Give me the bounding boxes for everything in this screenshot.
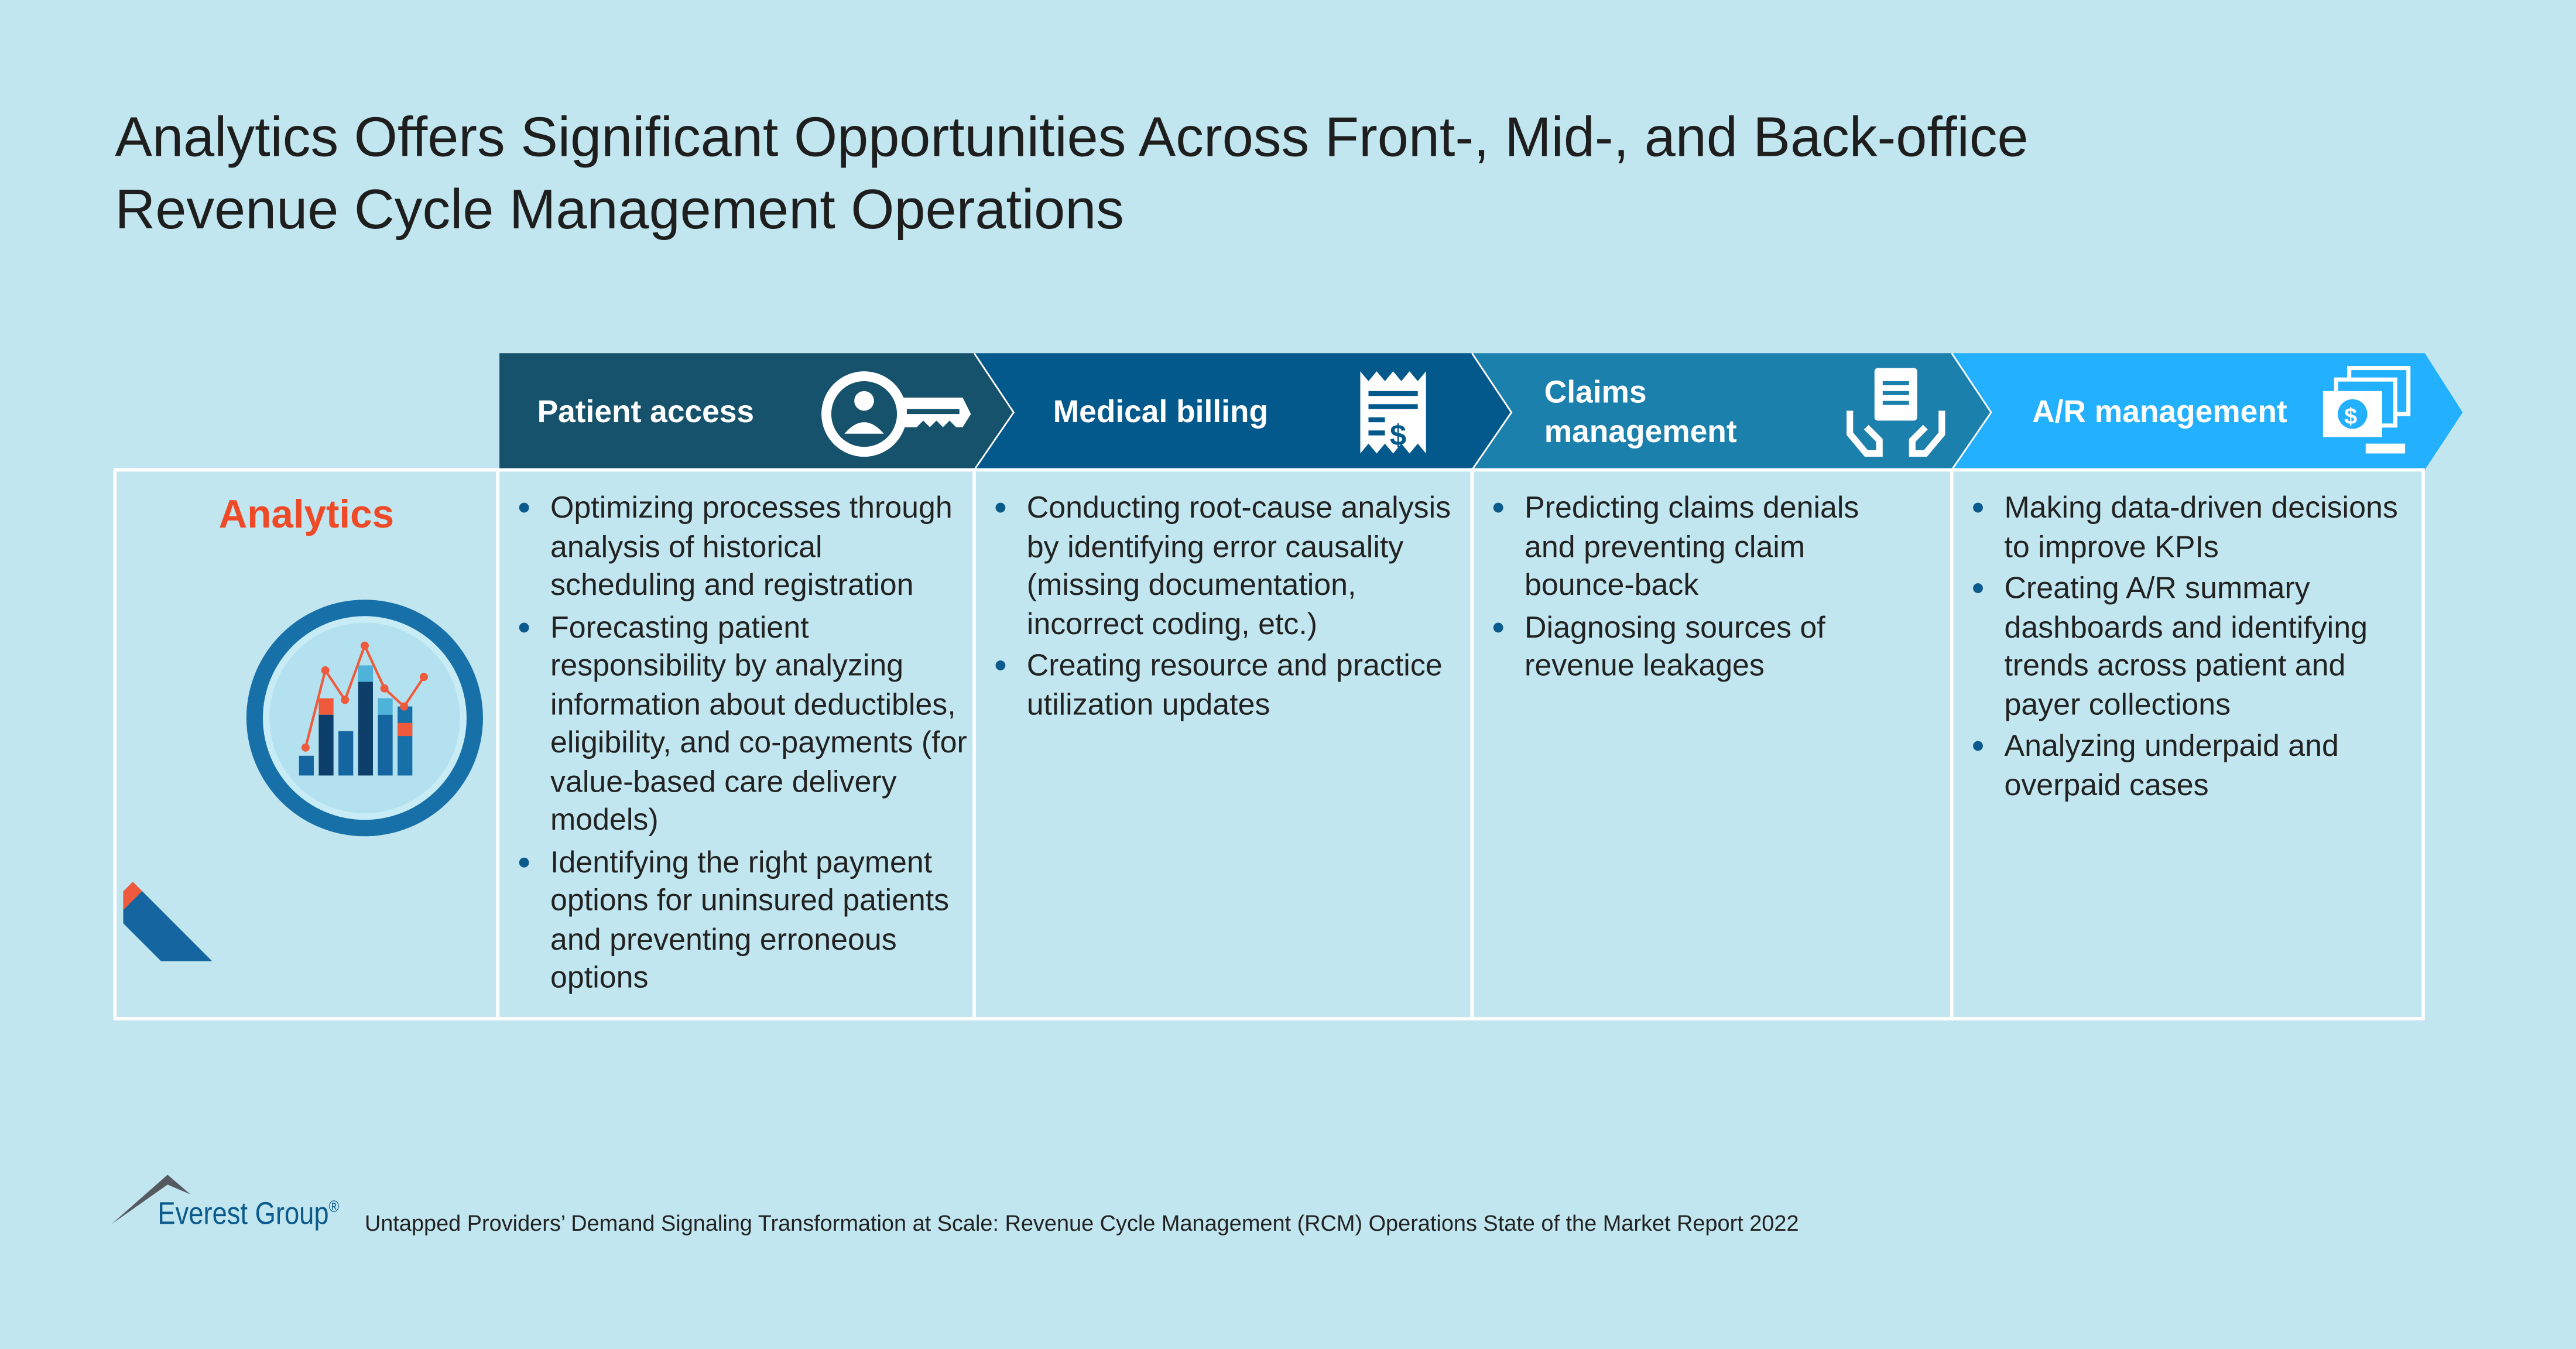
svg-text:$: $ (2344, 403, 2358, 429)
header-claims-management (1544, 375, 1737, 454)
bullet-item: Diagnosing sources of revenue leakages (1490, 607, 1917, 684)
patient-access-bullets (516, 488, 968, 999)
column-divider (1470, 468, 1474, 1021)
column-divider (972, 468, 976, 1021)
title-line-2: Revenue Cycle Management Operations (115, 179, 1125, 242)
bullet-item: Forecasting patient responsibility by analyzing information about deductibles, eligibility, and co-payments (for value-based care delivery models) (516, 607, 968, 839)
svg-text:$: $ (1389, 418, 1407, 452)
ar-management-bullets (1970, 488, 2406, 806)
medical-billing-bullets (992, 488, 1453, 726)
header-ar-management: A/R management (2032, 396, 2287, 431)
bullet-item: Creating A/R summary dashboards and identifying trends across patient and payer collections (1970, 569, 2406, 723)
registered-mark: ® (328, 1199, 340, 1217)
bullet-item: Optimizing processes through analysis of historical scheduling and registration (516, 488, 968, 604)
header-patient-access: Patient access (537, 396, 755, 431)
row-label-analytics: Analytics (218, 492, 395, 537)
header-claims-line2: management (1544, 415, 1737, 450)
title-line-1: Analytics Offers Significant Opportunities Across Front-, Mid-, and Back-office (115, 107, 2029, 170)
bullet-item: Creating resource and practice utilization updates (992, 646, 1453, 723)
source-note: Untapped Providers’ Demand Signaling Transformation at Scale: Revenue Cycle Management (RCM) Operations State of the Market Report 2022 (364, 1211, 1799, 1236)
brand-name: Everest Group (157, 1197, 329, 1232)
bullet-item: Predicting claims denials and preventing claim bounce-back (1490, 488, 1917, 604)
brand-logo (157, 1198, 339, 1234)
bullet-item: Analyzing underpaid and overpaid cases (1970, 726, 2406, 803)
bullet-item: Making data-driven decisions to improve KPIs (1970, 488, 2406, 565)
claims-management-bullets (1490, 488, 1917, 687)
magnifier-chart-icon (123, 591, 492, 961)
bullet-item: Identifying the right payment options for uninsured patients and preventing erroneous options (516, 842, 968, 997)
header-claims-line1: Claims (1544, 376, 1647, 411)
bullet-item: Conducting root-cause analysis by identifying error causality (missing documentation, incorrect coding, etc.) (992, 488, 1453, 642)
header-medical-billing: Medical billing (1053, 396, 1269, 431)
column-divider (496, 468, 499, 1021)
column-divider (1950, 468, 1954, 1021)
receipt-dollar-icon (1360, 371, 1426, 453)
